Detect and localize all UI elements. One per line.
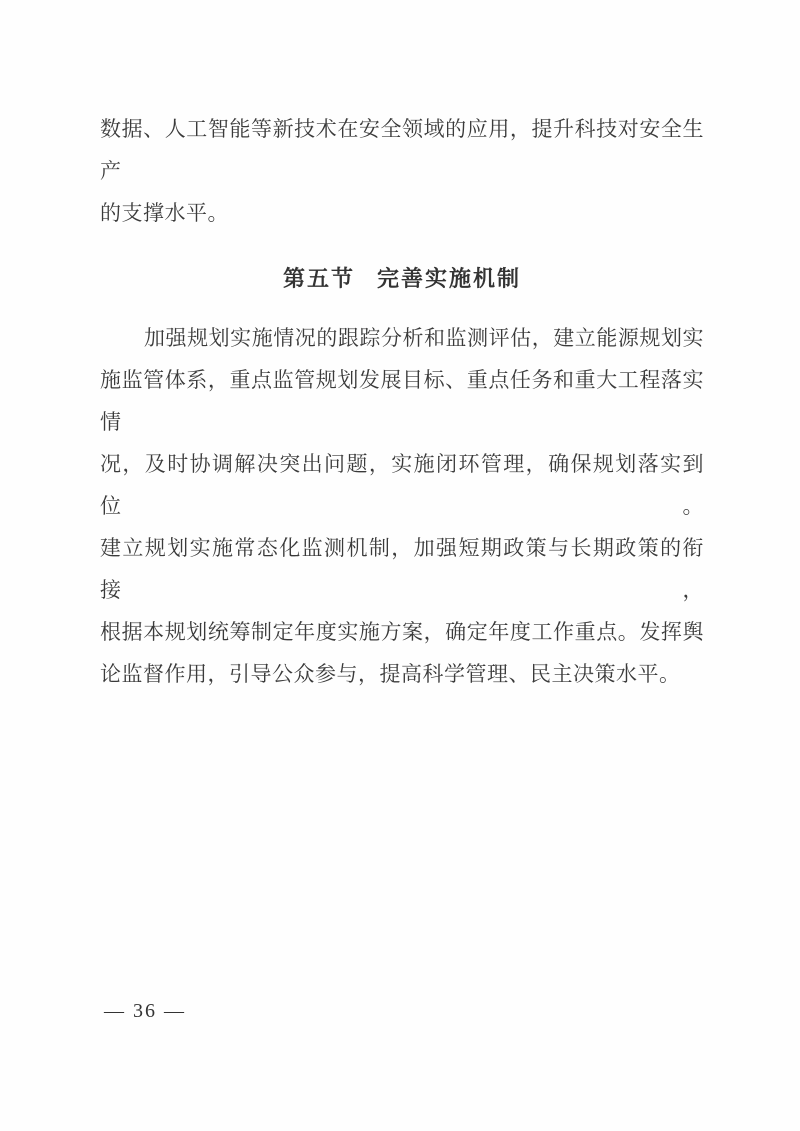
paragraph-line: 加强规划实施情况的跟踪分析和监测评估，建立能源规划实 [144,326,704,350]
continuation-paragraph [100,108,704,234]
section-heading [100,258,704,300]
paragraph-line: 建立规划实施常态化监测机制，加强短期政策与长期政策的衔接， [100,536,704,602]
paragraph-line: 根据本规划统筹制定年度实施方案，确定年度工作重点。发挥舆 [100,620,704,644]
text-block [100,108,704,695]
section-number: 第五节 [282,266,355,291]
paragraph-line: 论监督作用，引导公众参与，提高科学管理、民主决策水平。 [100,662,681,686]
paragraph-line: 况，及时协调解决突出问题，实施闭环管理，确保规划落实到位。 [100,452,704,518]
paragraph-line: 的支撑水平。 [100,201,229,225]
section-title: 完善实施机制 [377,266,522,291]
page-number: — 36 — [104,1000,186,1022]
paragraph-line: 数据、人工智能等新技术在安全领域的应用，提升科技对安全生产 [100,117,704,183]
paragraph-line: 施监管体系，重点监管规划发展目标、重点任务和重大工程落实情 [100,368,704,434]
main-paragraph [100,317,704,695]
